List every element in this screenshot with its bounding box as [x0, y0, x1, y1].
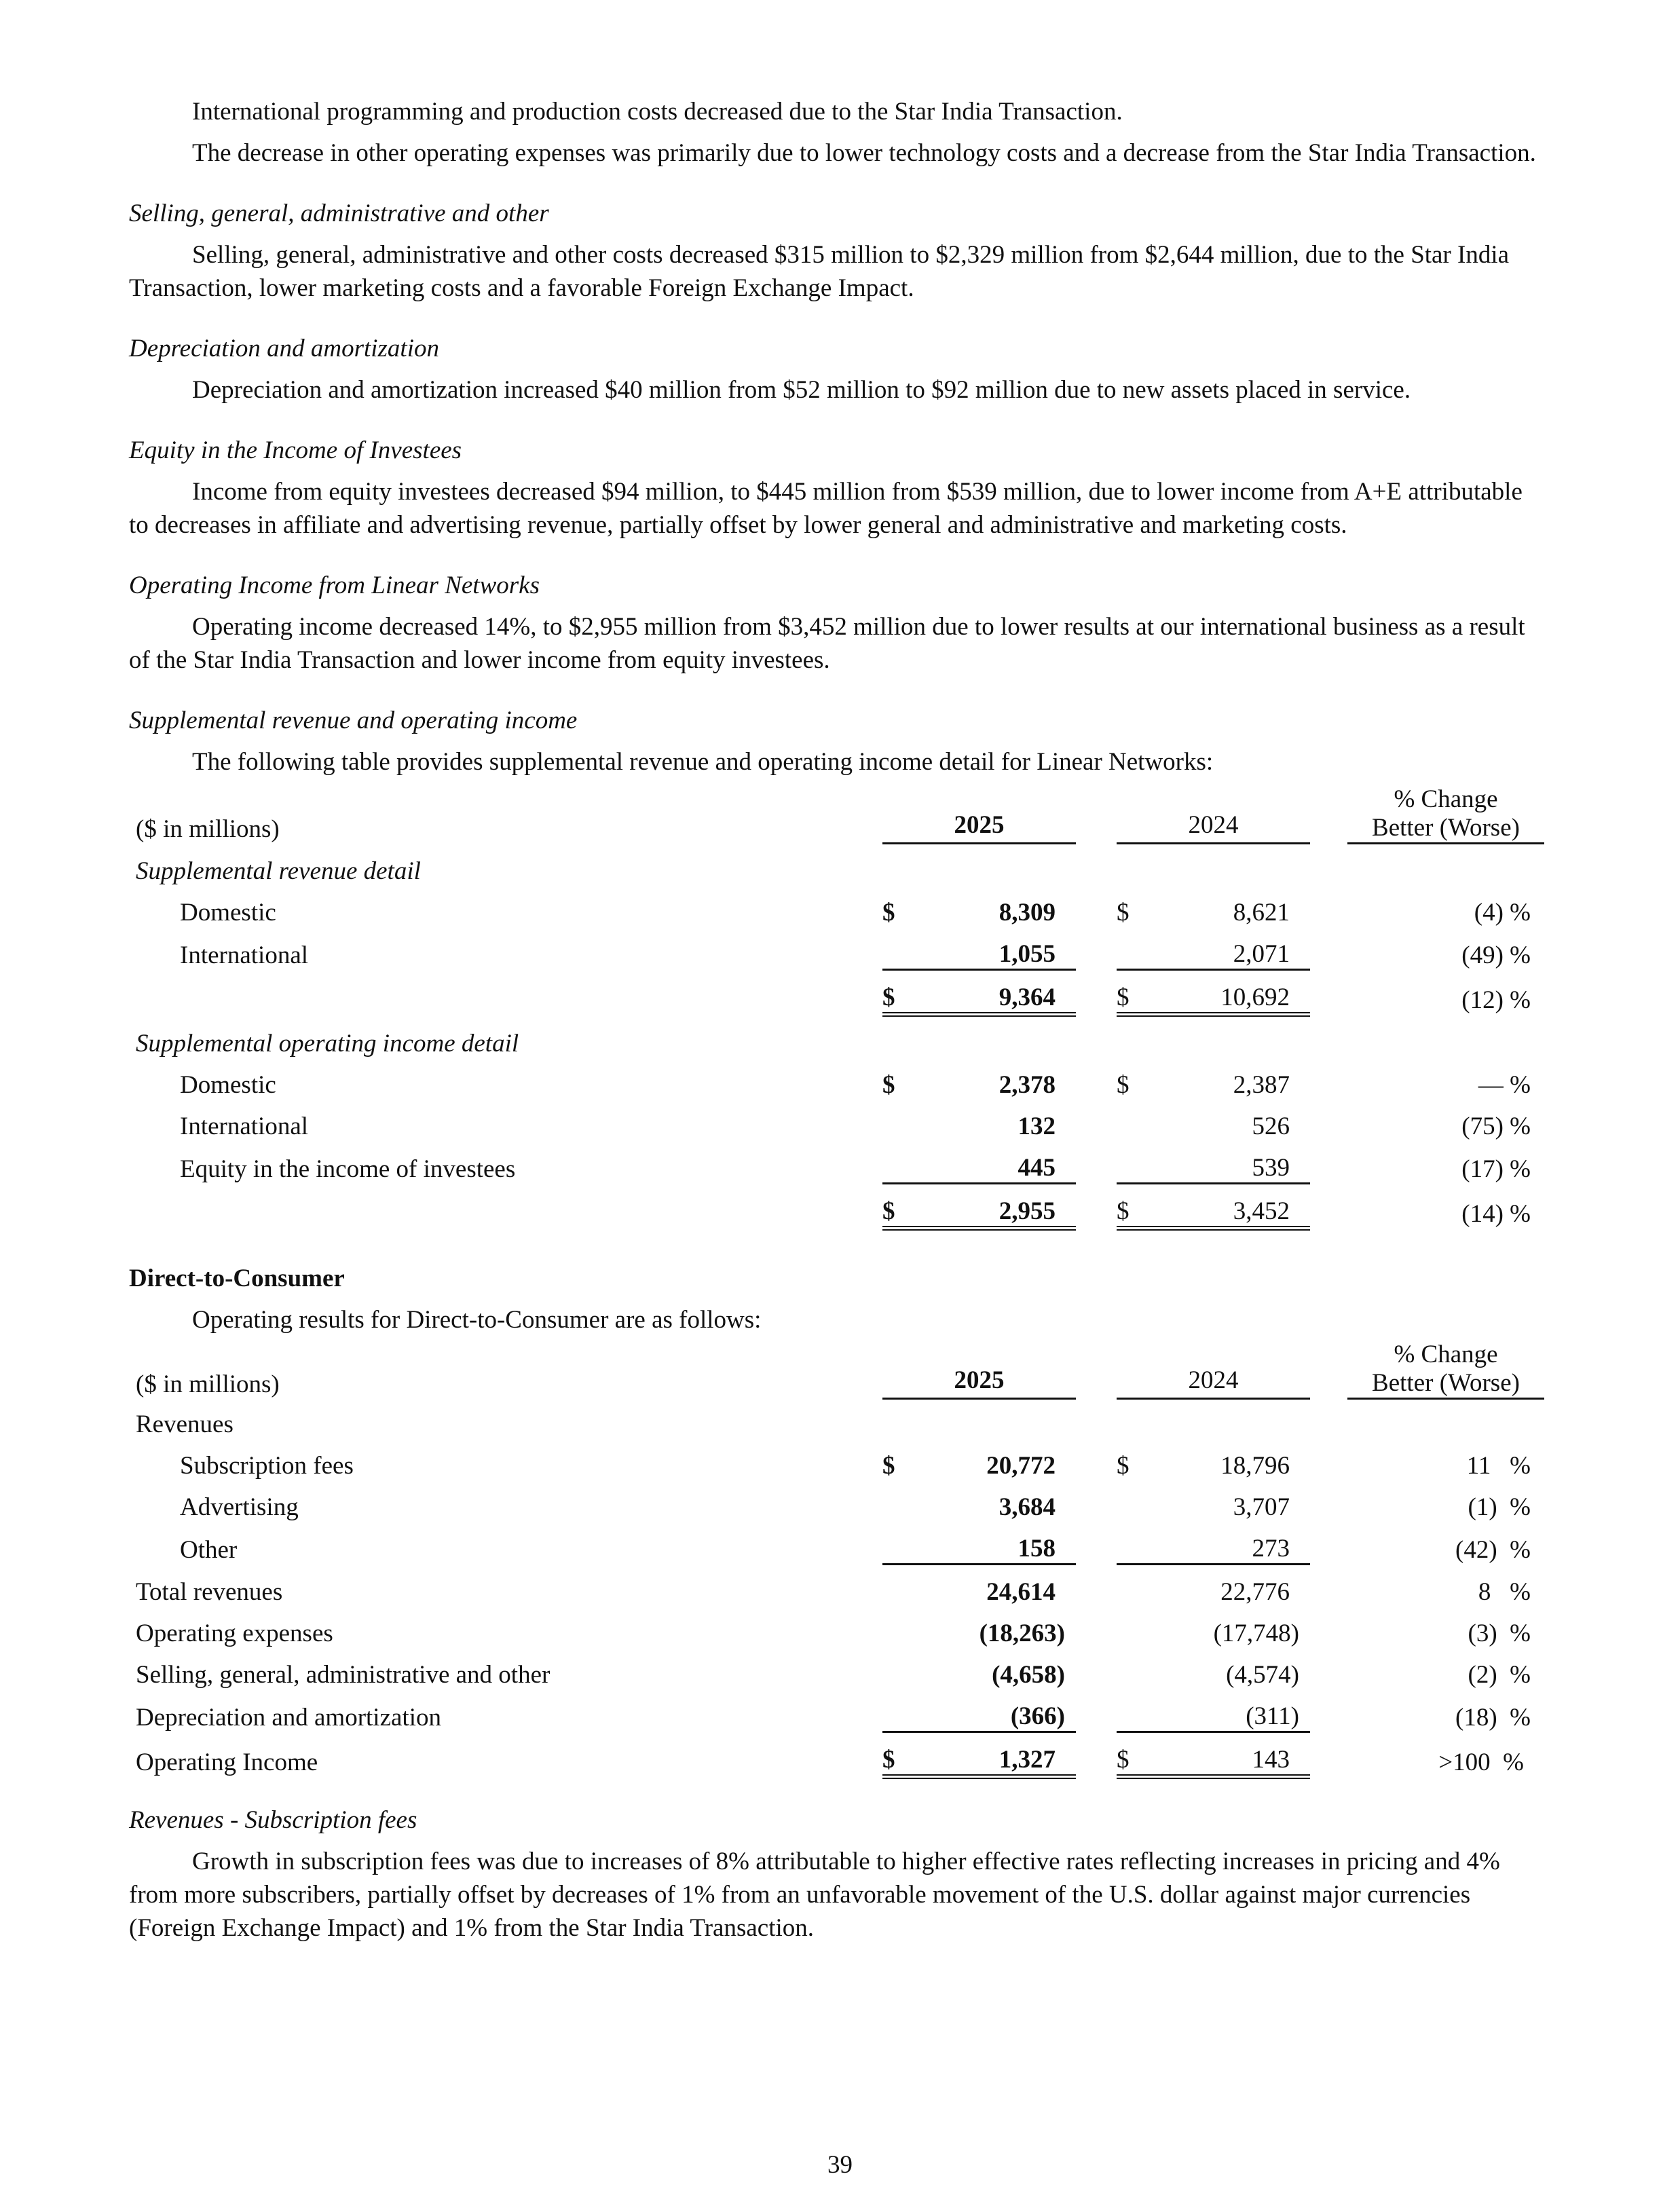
- table-row: [129, 1480, 1544, 1522]
- table-row: [129, 1058, 1544, 1100]
- percent-change: (75) %: [1461, 1112, 1531, 1140]
- row-label: Depreciation and amortization: [136, 1703, 441, 1732]
- total-2024: 143: [1137, 1732, 1310, 1777]
- dtc-paragraph: Operating results for Direct-to-Consumer are as follows:: [192, 1306, 762, 1334]
- units-label: ($ in millions): [136, 1370, 280, 1398]
- value-2024: 8,621: [1233, 899, 1290, 927]
- dollar-sign: $: [882, 1184, 903, 1229]
- year-current-header: 2025: [882, 785, 1076, 844]
- dollar-sign: [1117, 927, 1137, 970]
- value-2024: 539: [1137, 1141, 1310, 1184]
- dollar-sign: [1117, 1100, 1137, 1141]
- change-header-line1: % Change: [1394, 785, 1498, 813]
- dollar-sign: $: [1117, 1071, 1130, 1099]
- dollar-sign: [882, 1100, 903, 1141]
- dtc-operating-results-table: [129, 1341, 1544, 1779]
- document-page: [129, 95, 1544, 1945]
- percent-change: (42) %: [1455, 1535, 1531, 1564]
- row-label: International: [180, 941, 309, 969]
- percent-change: (18) %: [1455, 1703, 1531, 1732]
- percent-change: (4) %: [1474, 899, 1531, 927]
- dollar-sign: $: [1117, 970, 1137, 1015]
- value-2024: (17,748): [1213, 1620, 1299, 1647]
- year-prior-header: 2024: [1117, 1341, 1310, 1399]
- row-label: Other: [180, 1535, 238, 1564]
- table-row: [129, 927, 1544, 970]
- dollar-sign: $: [882, 1452, 895, 1480]
- percent-change: >100 %: [1438, 1748, 1524, 1776]
- units-label: ($ in millions): [136, 815, 280, 843]
- table-row: [129, 1100, 1544, 1141]
- row-label: Total revenues: [136, 1578, 283, 1606]
- change-header-line2: Better (Worse): [1372, 814, 1520, 842]
- change-header: [1347, 1341, 1544, 1399]
- percent-change: 11 %: [1466, 1452, 1531, 1480]
- intro-paragraph-2: The decrease in other operating expenses was primarily due to lower technology costs and a decrease from the Star India Transaction.: [192, 139, 1536, 167]
- value-2024: (311): [1137, 1689, 1310, 1732]
- equity-paragraph: Income from equity investees decreased $94 million, to $445 million from $539 million, due to lower income from A+E attributable to decreases in affiliate and advertising revenue, partially offset by lower general and administrative and marketing costs.: [129, 478, 1523, 539]
- percent-change: — %: [1478, 1071, 1531, 1099]
- table-row: [129, 1607, 1544, 1648]
- total-2025: 9,364: [903, 970, 1076, 1015]
- value-2025: 24,614: [986, 1578, 1056, 1606]
- value-2025: (366): [903, 1689, 1076, 1732]
- year-prior-header: 2024: [1117, 785, 1310, 844]
- row-label: Domestic: [180, 899, 276, 927]
- total-2025: 1,327: [903, 1732, 1076, 1777]
- intro-paragraph-1: International programming and production costs decreased due to the Star India Transaction.: [192, 98, 1123, 126]
- dollar-sign: $: [1117, 1184, 1137, 1229]
- table-section-row: [129, 1399, 1544, 1440]
- value-2025: 1,055: [903, 927, 1076, 970]
- page-number: 39: [827, 2151, 853, 2179]
- operating-income-paragraph: Operating income decreased 14%, to $2,955 million from $3,452 million due to lower results at our international business as a result of the Star India Transaction and lower income from equity investees.: [129, 613, 1525, 674]
- row-label: Subscription fees: [180, 1452, 354, 1480]
- table-row: [129, 1689, 1544, 1732]
- supplemental-heading: Supplemental revenue and operating income: [129, 707, 578, 734]
- value-2024: 526: [1252, 1112, 1290, 1140]
- value-2024: 22,776: [1220, 1578, 1290, 1606]
- dtc-section-title: Direct-to-Consumer: [129, 1265, 345, 1292]
- dollar-sign: [882, 1141, 903, 1184]
- value-2024: 273: [1137, 1522, 1310, 1565]
- value-2025: (18,263): [979, 1620, 1065, 1647]
- operating-income-detail-label: Supplemental operating income detail: [136, 1030, 519, 1058]
- dollar-sign: [1117, 1141, 1137, 1184]
- row-label: Domestic: [180, 1071, 276, 1099]
- value-2025: 132: [1018, 1112, 1056, 1140]
- value-2025: 20,772: [986, 1452, 1056, 1480]
- value-2024: (4,574): [1226, 1661, 1299, 1689]
- value-2024: 18,796: [1220, 1452, 1290, 1480]
- row-label: Operating Income: [136, 1748, 318, 1776]
- dollar-sign: [882, 927, 903, 970]
- equity-heading: Equity in the Income of Investees: [129, 436, 462, 464]
- dollar-sign: $: [882, 1071, 895, 1099]
- table-row: [129, 1522, 1544, 1565]
- value-2025: 445: [903, 1141, 1076, 1184]
- dollar-sign: [1117, 1522, 1137, 1565]
- percent-change: (17) %: [1461, 1155, 1531, 1183]
- table-section-row: [129, 1015, 1544, 1059]
- total-2025: 2,955: [903, 1184, 1076, 1229]
- value-2025: 8,309: [998, 899, 1056, 927]
- dollar-sign: $: [1117, 899, 1130, 927]
- change-header-line2: Better (Worse): [1372, 1369, 1520, 1397]
- total-2024: 3,452: [1137, 1184, 1310, 1229]
- value-2025: 2,378: [998, 1071, 1056, 1099]
- table-total-row: [129, 970, 1544, 1015]
- change-header: [1347, 785, 1544, 844]
- table-section-row: [129, 844, 1544, 886]
- percent-change: (14) %: [1461, 1199, 1531, 1228]
- percent-change: (2) %: [1468, 1661, 1531, 1689]
- value-2025: 158: [903, 1522, 1076, 1565]
- dollar-sign: $: [882, 970, 903, 1015]
- sga-heading: Selling, general, administrative and other: [129, 200, 549, 227]
- value-2024: 3,707: [1233, 1493, 1290, 1521]
- total-2024: 10,692: [1137, 970, 1310, 1015]
- table-row: [129, 1439, 1544, 1480]
- percent-change: (49) %: [1461, 941, 1531, 969]
- dollar-sign: [1117, 1480, 1137, 1522]
- table-header-row: [129, 785, 1544, 844]
- percent-change: (1) %: [1468, 1493, 1531, 1521]
- value-2024: 2,387: [1233, 1071, 1290, 1099]
- revenues-label: Revenues: [136, 1410, 234, 1438]
- percent-change: (12) %: [1461, 986, 1531, 1014]
- table-total-row: [129, 1184, 1544, 1229]
- table-row: [129, 1648, 1544, 1689]
- dollar-sign: $: [1117, 1732, 1137, 1777]
- row-label: International: [180, 1112, 309, 1140]
- change-header-line1: % Change: [1394, 1341, 1498, 1368]
- sga-paragraph: Selling, general, administrative and other costs decreased $315 million to $2,329 million from $2,644 million, due to the Star India Transaction, lower marketing costs and a favorable Foreign Exchange Impact.: [129, 241, 1510, 302]
- row-label: Selling, general, administrative and other: [136, 1661, 550, 1689]
- linear-networks-supplemental-table: [129, 785, 1544, 1231]
- table-header-row: [129, 1341, 1544, 1399]
- subscription-fees-paragraph: Growth in subscription fees was due to increases of 8% attributable to higher effective rates reflecting increases in pricing and 4% from more subscribers, partially offset by decreases of 1% from an unfavorable movement of the U.S. dollar against major currencies (Foreign Exchange Impact) and 1% from the Star India Transaction.: [129, 1848, 1500, 1942]
- row-label: Advertising: [180, 1493, 299, 1521]
- table-row: [129, 1565, 1544, 1607]
- dollar-sign: [882, 1522, 903, 1565]
- revenue-detail-label: Supplemental revenue detail: [136, 857, 421, 885]
- value-2025: (4,658): [992, 1661, 1065, 1689]
- table-row: [129, 886, 1544, 927]
- year-current-header: 2025: [882, 1341, 1076, 1399]
- supplemental-paragraph: The following table provides supplemental revenue and operating income detail for Linear Networks:: [192, 748, 1214, 776]
- dollar-sign: [882, 1480, 903, 1522]
- row-label: Operating expenses: [136, 1620, 333, 1647]
- value-2025: 3,684: [998, 1493, 1056, 1521]
- dollar-sign: $: [882, 899, 895, 927]
- percent-change: (3) %: [1468, 1620, 1531, 1647]
- dollar-sign: $: [1117, 1452, 1130, 1480]
- operating-income-heading: Operating Income from Linear Networks: [129, 572, 540, 599]
- da-heading: Depreciation and amortization: [129, 335, 439, 362]
- table-row: [129, 1141, 1544, 1184]
- row-label: Equity in the income of investees: [180, 1155, 516, 1183]
- table-total-row: [129, 1732, 1544, 1777]
- percent-change: 8 %: [1478, 1578, 1531, 1606]
- dollar-sign: $: [882, 1732, 903, 1777]
- da-paragraph: Depreciation and amortization increased $40 million from $52 million to $92 million due to new assets placed in service.: [192, 376, 1411, 404]
- subscription-fees-heading: Revenues - Subscription fees: [129, 1806, 417, 1834]
- value-2024: 2,071: [1137, 927, 1310, 970]
